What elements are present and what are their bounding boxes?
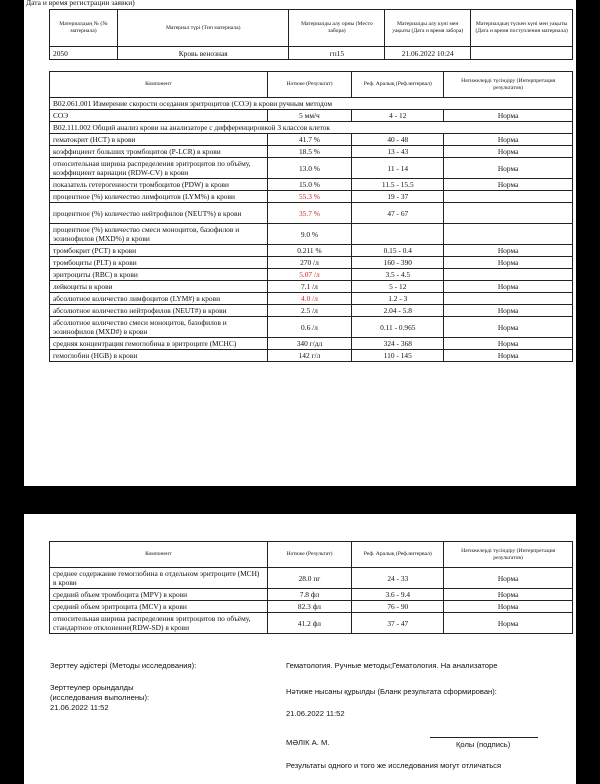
reference-range: 3.5 - 4.5 [352,269,444,281]
component-name: эритроциты (RBC) в крови [50,269,268,281]
interpretation: Норма [444,257,573,269]
result-value: 0.6 /л [267,317,352,338]
result-value: 5 мм/ч [267,110,352,122]
results-header: Нәтиже (Результат) [267,72,352,98]
interpretation: Норма [444,601,573,613]
signature-line [430,737,538,738]
interpretation: Норма [444,245,573,257]
signature-label: Қолы (подпись) [456,740,511,749]
interpretation [444,191,573,203]
result-value: 142 г/л [267,350,352,362]
interpretation: Норма [444,338,573,350]
component-name: средний объем эритроцита (MCV) в крови [50,601,268,613]
table-row [50,568,573,589]
reference-range: 0.15 - 0.4 [352,245,444,257]
table-row [50,179,573,191]
component-name: средняя концентрация гемоглобина в эритроците (MCHC) [50,338,268,350]
methods-label: Зерттеу әдістері (Методы исследования): [50,661,197,670]
interpretation: Норма [444,134,573,146]
interpretation: Норма [444,179,573,191]
reference-range: 160 - 390 [352,257,444,269]
results-header: Компонент [50,72,268,98]
table-row [50,203,573,224]
performed-date: 21.06.2022 11:52 [50,703,109,712]
table-row [50,601,573,613]
reference-range: 1.2 - 3 [352,293,444,305]
result-value: 41.7 % [267,134,352,146]
reference-range: 19 - 37 [352,191,444,203]
reference-range: 5 - 12 [352,281,444,293]
results-table [49,71,573,362]
interpretation: Норма [444,317,573,338]
component-name: процентное (%) количество лимфоцитов (LYM%) в крови [50,191,268,203]
result-value: 13.0 % [267,158,352,179]
component-name: коэффициент больших тромбоцитов (P-LCR) в крови [50,146,268,158]
table-row [50,613,573,634]
interpretation: Норма [444,568,573,589]
table-row [50,245,573,257]
results-header-row [50,542,573,568]
component-name: тромбоциты (PLT) в крови [50,257,268,269]
reference-range: 110 - 145 [352,350,444,362]
interpretation: Норма [444,613,573,634]
reference-range: 11 - 14 [352,158,444,179]
table-row [50,191,573,203]
collection-site: гп15 [289,47,385,60]
section-title-esr: B02.061.001 Измерение скорости оседания эритроцитов (СОЭ) в крови ручным методом [50,98,573,110]
table-row [50,146,573,158]
result-value: 35.7 % [267,203,352,224]
interpretation [444,293,573,305]
material-header: Материал түрі (Тип материала) [117,10,289,47]
material-header: Материалдың түскен күні мен уақыты (Дата и время поступления материала) [471,10,573,47]
reference-range: 3.6 - 9.4 [352,589,444,601]
result-value: 340 г/дл [267,338,352,350]
table-row [50,158,573,179]
result-value: 7.1 /л [267,281,352,293]
result-value: 18.5 % [267,146,352,158]
material-row [50,47,573,60]
interpretation: Норма [444,350,573,362]
section-row [50,98,573,110]
reference-range: 40 - 48 [352,134,444,146]
component-name: СОЭ [50,110,268,122]
result-value: 0.211 % [267,245,352,257]
result-value: 15.0 % [267,179,352,191]
component-name: относительная ширина распределения эритроцитов по объёму, стандартное отклонение(RDW-SD) в крови [50,613,268,634]
table-row [50,350,573,362]
component-name: средний объем тромбоцита (MPV) в крови [50,589,268,601]
formed-date: 21.06.2022 11:52 [286,709,345,718]
interpretation: Норма [444,110,573,122]
registration-note: Дата и время регистрации заявки) [26,0,135,7]
interpretation: Норма [444,305,573,317]
performed-label-line2: (исследования выполнены): [50,693,150,702]
results-table-continued [49,541,573,634]
section-row [50,122,573,134]
table-row [50,338,573,350]
interpretation: Норма [444,146,573,158]
component-name: тромбокрит (PCT) в крови [50,245,268,257]
receipt-datetime [471,47,573,60]
result-value: 41.2 фл [267,613,352,634]
formed-label: Нәтиже нысаны құрылды (Бланк результата сформирован): [286,687,497,696]
result-value: 4.0 /л [267,293,352,305]
table-row [50,257,573,269]
reference-range [352,224,444,245]
results-header-row [50,72,573,98]
result-value: 7.8 фл [267,589,352,601]
component-name: показатель гетерогенности тромбоцитов (PDW) в крови [50,179,268,191]
material-header: Материалдың № (№ материала) [50,10,118,47]
reference-range: 13 - 43 [352,146,444,158]
component-name: абсолютное количество лимфоцитов (LYM#) в крови [50,293,268,305]
report-page-1 [24,0,576,486]
performed-label [50,683,149,713]
report-page-2 [24,514,576,784]
component-name: гемоглобин (HGB) в крови [50,350,268,362]
results-header: Нәтижелерді түсіндіру (Интерпретация результатов) [444,542,573,568]
collection-datetime: 21.06.2022 10:24 [385,47,471,60]
result-value: 270 /л [267,257,352,269]
component-name: абсолютное количество смеси моноцитов, базофилов и эозинофилов (MXD#) в крови [50,317,268,338]
results-header: Компонент [50,542,268,568]
results-header: Нәтиже (Результат) [267,542,352,568]
component-name: лейкоциты в крови [50,281,268,293]
table-row [50,281,573,293]
table-row [50,110,573,122]
section-title-cbc: B02.111.002 Общий анализ крови на анализаторе с дифференцировкой 3 классов клеток [50,122,573,134]
reference-range: 47 - 67 [352,203,444,224]
table-row [50,293,573,305]
result-value: 5.07 /л [267,269,352,281]
material-number: 2050 [50,47,118,60]
reference-range: 2.04 - 5.8 [352,305,444,317]
reference-range: 0.11 - 0.965 [352,317,444,338]
interpretation: Норма [444,281,573,293]
interpretation [444,269,573,281]
reference-range: 324 - 368 [352,338,444,350]
table-row [50,224,573,245]
performed-label-line1: Зерттеулер орындалды [50,683,134,692]
result-value: 2.5 /л [267,305,352,317]
material-type: Кровь венозная [117,47,289,60]
results-header: Нәтижелерді түсіндіру (Интерпретация результатов) [444,72,573,98]
component-name: среднее содержание гемоглобина в отдельном эритроците (MCH) в крови [50,568,268,589]
results-header: Реф. Аралық (Реф.интервал) [352,542,444,568]
table-row [50,134,573,146]
reference-range: 76 - 90 [352,601,444,613]
signer-name: МӘЛІК А. М. [286,738,330,747]
component-name: процентное (%) количество нейтрофилов (NEUT%) в крови [50,203,268,224]
reference-range: 11.5 - 15.5 [352,179,444,191]
table-row [50,589,573,601]
result-value: 55.3 % [267,191,352,203]
interpretation [444,203,573,224]
bottom-note: Результаты одного и того же исследования могут отличаться [286,761,502,770]
component-name: процентное (%) количество смеси моноцитов, базофилов и эозинофилов (MXD%) в крови [50,224,268,245]
table-row [50,317,573,338]
material-header: Материалды алу орны (Место забора) [289,10,385,47]
interpretation: Норма [444,158,573,179]
reference-range: 37 - 47 [352,613,444,634]
results-header: Реф. Аралық (Реф.интервал) [352,72,444,98]
material-header: Материалды алу күні мен уақыты (Дата и время забора) [385,10,471,47]
material-table [49,9,573,60]
result-value: 82.3 фл [267,601,352,613]
result-value: 9.0 % [267,224,352,245]
result-value: 28.0 пг [267,568,352,589]
component-name: относительная ширина распределения эритроцитов по объёму, коэффициент вариации (RDW-CV) в крови [50,158,268,179]
table-row [50,269,573,281]
component-name: абсолютное количество нейтрофилов (NEUT#) в крови [50,305,268,317]
methods-value: Гематология. Ручные методы;Гематология. На анализаторе [286,661,498,670]
component-name: гематокрит (HCT) в крови [50,134,268,146]
table-row [50,305,573,317]
interpretation: Норма [444,589,573,601]
reference-range: 4 - 12 [352,110,444,122]
material-header-row [50,10,573,47]
interpretation [444,224,573,245]
reference-range: 24 - 33 [352,568,444,589]
